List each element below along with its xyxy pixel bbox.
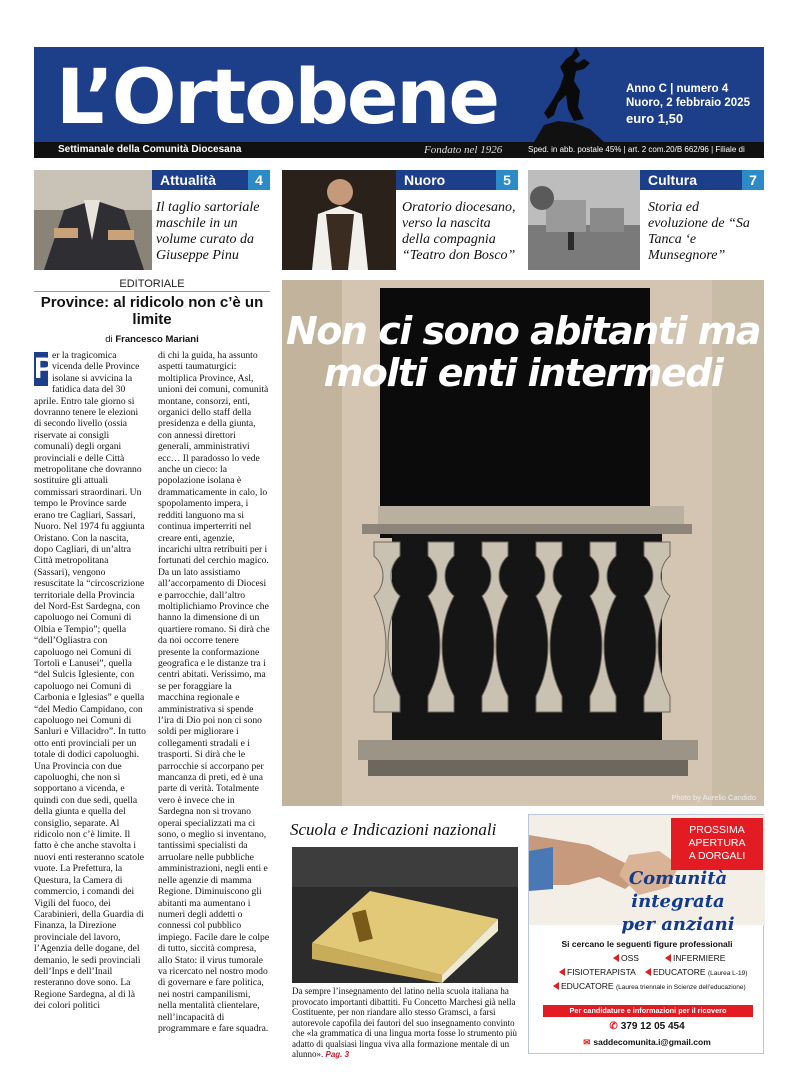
- page-reference[interactable]: Pag. 3: [325, 1050, 350, 1059]
- masthead-subtitle: Settimanale della Comunità Diocesana: [58, 144, 242, 155]
- scuola-body: Da sempre l’insegnamento del latino nella scuola italiana ha provocato importanti dibattiti. Fu Concetto Marchesi già nella Costituente, per non riandare allo stesso Gramsci, a farsi autorevole capofila dei fautori del suo insegnamento convinto che «la grammatica di una lingua morta fosse lo strumento più adatto di qualsiasi lingua viva alla formazione mentale di un alunno».: [292, 986, 517, 1059]
- issue-price: euro 1,50: [626, 111, 684, 126]
- badge-line-1: PROSSIMA: [689, 824, 745, 836]
- teaser-attualita[interactable]: [34, 170, 270, 270]
- phone-number: 379 12 05 454: [620, 1021, 685, 1032]
- ad-headline-line-3: per anziani: [621, 914, 735, 935]
- photo-credit: Photo by Aurelio Candido: [671, 793, 756, 802]
- role-fisioterapista: [559, 967, 636, 977]
- teaser-photo-tailor: [34, 170, 152, 270]
- role-infermiere: [665, 953, 725, 963]
- hero-photo[interactable]: [282, 280, 764, 806]
- ad-headline-line-2: integrata: [631, 891, 725, 912]
- statue-icon: [514, 47, 614, 142]
- teaser-nuoro[interactable]: [282, 170, 518, 270]
- issue-date: Nuoro, 2 febbraio 2025: [626, 97, 750, 109]
- editorial-byline: [34, 334, 270, 345]
- role-label: FISIOTERAPISTA: [567, 967, 636, 977]
- ad-headline: [595, 867, 761, 936]
- triangle-icon: [613, 954, 619, 962]
- role-educatore: [645, 967, 747, 977]
- byline-prefix: di: [105, 334, 113, 345]
- ad-email[interactable]: [529, 1037, 765, 1048]
- editorial-text-1: er la tragicomica vicenda delle Province isolane si avvicina la fatidica data del 30 aprile. Entro tale giorno si dovranno tenere le elezioni di secondo livello (ossia riservate ai consigli comunali) degli organi provinciali e delle Città metropolitane che dovranno sostituire gli attuali commissari straordinari. Un tempo le Province sarde erano tre Cagliari, Sassari, Nuoro. Nel 1974 fu aggiunta Oristano. Con la nascita, dopo Cagliari, di un’altra Città metropolitana (Sassari), vengono resuscitate la “circoscrizione territoriale della Provincia del Nord-Est Sardegna, con capoluogo nei Comuni di Olbia e Tempio”; quella “dell’Ogliastra con capoluogo nei Comuni di Tortolì e Lanusei”, quella “del Sulcis Iglesiente, con capoluogo nei Comuni di Carbonia e Iglesias” e quella “del Medio Campidano, con capoluogo nei Comuni di Sanluri e Villacidro”. In tutto otto enti provinciali per un totale di dodici capoluoghi. Una Provincia con due capoluoghi, che non si sopportano a vicenda, e quindi con due sedi, quella della giunta e quella del consiglio, separate. Al ridicolo non c’è limite. Il fatto è che anche stavolta i nuovi enti resteranno scatole vuote. La Prefettura, la Questura, la Camera di commercio, i comandi dei Vigili del fuoco, dei Carabinieri, della Guardia di Finanza, la Direzione provinciale del lavoro, l’Agenzia delle dogane, del demanio, le sedi provinciali dell’Inps e dell’Inail resteranno dove sono. La Regione Sardegna, al di là dei colori politici: [34, 350, 146, 1012]
- teaser-page-number: 4: [248, 170, 270, 190]
- scuola-title[interactable]: Scuola e Indicazioni nazionali: [290, 820, 497, 839]
- role-note: (Laurea triennale in Scienze dell’educazione): [615, 984, 746, 991]
- hero-headline: Non ci sono abitanti ma molti enti intermedi: [286, 309, 760, 395]
- postal-info: Sped. in abb. postale 45% | art. 2 com.20/B 662/96 | Filiale di Nuoro: [528, 145, 745, 170]
- teaser-page-number: 7: [742, 170, 764, 190]
- teaser-photo-historic: [528, 170, 640, 270]
- email-address: saddecomunita.i@gmail.com: [593, 1037, 711, 1047]
- triangle-icon: [559, 968, 565, 976]
- triangle-icon: [553, 982, 559, 990]
- editorial-author: Francesco Mariani: [115, 334, 199, 345]
- contact-bar: Per candidature e informazioni per il ricovero: [543, 1005, 753, 1017]
- ad-seeking: Si cercano le seguenti figure professionali: [561, 939, 733, 949]
- editorial-title[interactable]: Province: al ridicolo non c’è un limite: [40, 294, 264, 328]
- scuola-text: [292, 986, 522, 1059]
- teaser-section: Nuoro: [396, 170, 496, 190]
- founded-line: Fondato nel 1926: [424, 144, 503, 156]
- dictionary-photo: [292, 847, 518, 983]
- editorial-kicker: EDITORIALE: [34, 278, 270, 292]
- advertisement[interactable]: [528, 814, 764, 1054]
- teaser-page-number: 5: [496, 170, 518, 190]
- dropcap: P: [34, 352, 55, 385]
- role-label: INFERMIERE: [673, 953, 726, 963]
- triangle-icon: [645, 968, 651, 976]
- phone-icon: ✆: [609, 1021, 618, 1032]
- badge-line-2: APERTURA: [688, 837, 746, 849]
- mail-icon: ✉: [583, 1037, 591, 1047]
- ad-phone[interactable]: [529, 1021, 765, 1032]
- role-note: (Laurea L-19): [707, 970, 748, 977]
- editorial-text-2: di chi la guida, ha assunto aspetti taumaturgici: moltiplica Province, Asl, unioni dei comuni, comunità montane, consorzi, enti, organici dello staff della presidenza e della giunta, con annessi direttori generali, amministrativi ecc… Il paradosso lo vede anche un cieco: la popolazione isolana è drammaticamente in calo, lo spopolamento impera, i redditi languono ma si continua imperterriti nel creare enti, agenzie, incarichi ultra retribuiti per i fortunati del cerchio magico. Da un lato assistiamo all’accorpamento di Diocesi e parrocchie, dall’altro moltiplichiamo Province che hanno la dimensione di un quartiere romano. Si dirà che da noi occorre tenere presente la conformazione geografica e le distanze tra i centri abitati. Verissimo, ma se per foraggiare la macchina regionale e amministrativa si spende l’ira di Dio poi non ci sono soldi per migliorare i collegamenti stradali e i trasporti. Si dirà che le parrocchie si accorpano per mancanza di preti, ed è una parte di verità. Totalmente vero è invece che in Sardegna non si trovano operai specializzati ma ci sono, o meglio si inventano, tantissimi specialisti da arruolare nelle pubbliche amministrazioni, negli enti e nelle agenzie di mamma Regione. Diminuiscono gli abitanti ma aumentano i numeri degli addetti o connessi col pubblico impiego. Facile dare le colpe di tutto, siccità compresa, allo Stato: il virus tumorale va ricercato nel nostro modo di governare e fare politica, nei nostri campanilismi, nella mentalità clientelare, nell’incapacità di programmare e fare squadra.: [158, 350, 270, 1034]
- role-label: EDUCATORE: [653, 967, 706, 977]
- masthead-subbar: [34, 142, 764, 170]
- role-educatore-2: [553, 981, 746, 991]
- teaser-cultura[interactable]: [528, 170, 764, 270]
- newspaper-title: L’Ortobene: [56, 52, 499, 141]
- badge-line-3: A DORGALI: [688, 850, 746, 862]
- ad-headline-line-1: Comunità: [628, 868, 728, 889]
- triangle-icon: [665, 954, 671, 962]
- role-label: OSS: [621, 953, 639, 963]
- teaser-section: Attualità: [152, 170, 248, 190]
- role-label: EDUCATORE: [561, 981, 614, 991]
- role-oss: [613, 953, 639, 963]
- teaser-text: Storia ed evoluzione de “Sa Tanca ‘e Munsegnore”: [648, 200, 750, 263]
- opening-badge: [671, 818, 763, 870]
- editorial-column-1: [34, 350, 146, 1056]
- teaser-text: Il taglio sartoriale maschile in un volume curato da Giuseppe Pinu: [156, 200, 260, 263]
- editorial-column-2: [158, 350, 270, 1056]
- teaser-section: Cultura: [640, 170, 742, 190]
- masthead: [34, 47, 764, 142]
- issue-info: [626, 82, 750, 127]
- teaser-text: Oratorio diocesano, verso la nascita della compagnia “Teatro don Bosco”: [402, 200, 516, 263]
- issue-number: Anno C | numero 4: [626, 83, 729, 95]
- teaser-photo-actor: [282, 170, 396, 270]
